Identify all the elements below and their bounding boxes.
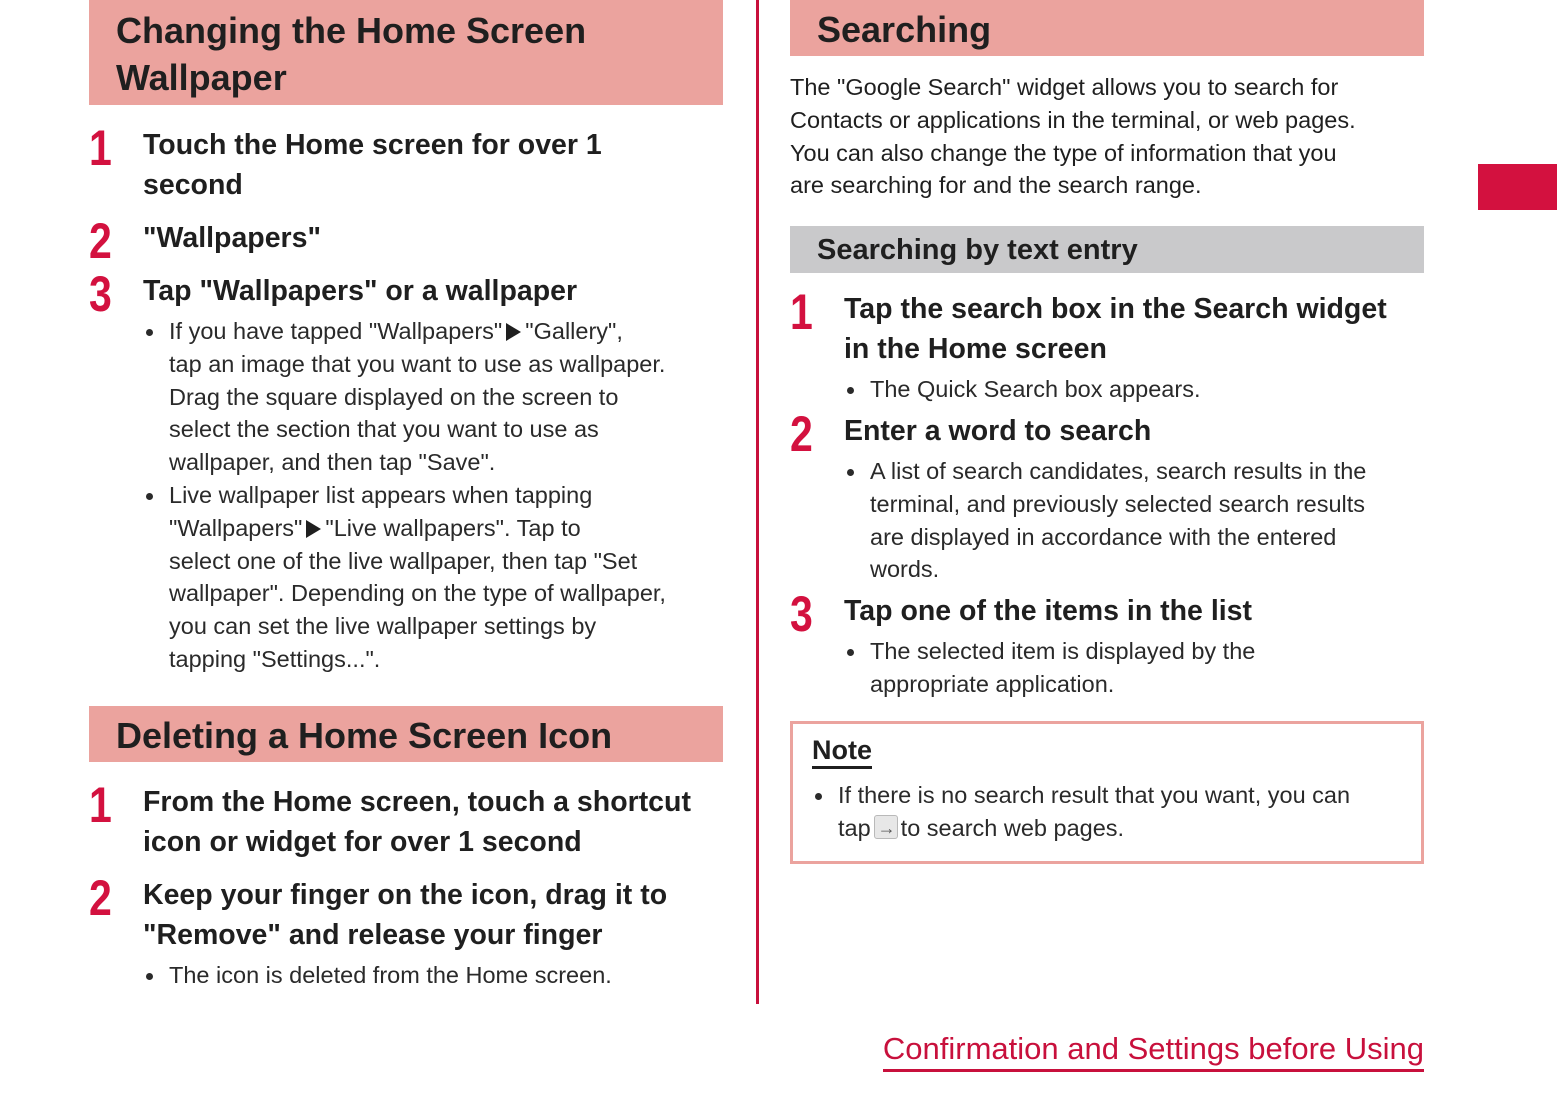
- column-divider: [756, 0, 759, 1004]
- step-number: 2: [89, 869, 112, 926]
- subsection-title: Searching by text entry: [790, 226, 1424, 273]
- step-title: Keep your finger on the icon, drag it to "Remove" and release your finger: [143, 878, 668, 951]
- step-title: Touch the Home screen for over 1 second: [143, 129, 602, 201]
- delete-step-1: [89, 776, 723, 862]
- list-item: The icon is deleted from the Home screen.: [143, 959, 723, 992]
- section-title-searching: Searching: [790, 0, 1424, 56]
- step-bullets: [844, 455, 1424, 586]
- search-go-icon: [874, 815, 898, 839]
- step-title: From the Home screen, touch a shortcut icon or widget for over 1 second: [143, 785, 691, 858]
- wallpaper-step-3: [89, 266, 723, 676]
- step-title: Tap one of the items in the list: [844, 595, 1253, 628]
- search-step-3: [790, 586, 1424, 701]
- step-bullets: [143, 959, 723, 992]
- chapter-tab: [1478, 164, 1557, 210]
- note-box: [790, 721, 1424, 864]
- step-title: Enter a word to search: [844, 414, 1152, 447]
- section-title-wallpaper: Changing the Home Screen Wallpaper: [89, 0, 723, 105]
- list-item: A list of search candidates, search results in the terminal, and previously selected search results are displayed in accordance with the entered words.: [844, 455, 1424, 586]
- arrow-right-icon: [306, 520, 321, 538]
- wallpaper-step-2: [89, 213, 723, 269]
- step-number: 2: [89, 213, 112, 269]
- step-title: Tap the search box in the Search widget in the Home screen: [844, 293, 1387, 366]
- step-bullets: [844, 635, 1424, 701]
- step-number: 1: [89, 120, 112, 176]
- step-number: 2: [790, 405, 813, 462]
- list-item: Live wallpaper list appears when tapping "Wallpapers" "Live wallpapers". Tap to select one of the live wallpaper, then tap "Set wallpaper". Depending on the type of wallpaper, you can set the live wallpaper settings by tapping "Settings...".: [143, 479, 723, 676]
- list-item: If there is no search result that you want, you can tap→ to search web pages.: [812, 779, 1399, 845]
- step-title: "Wallpapers": [143, 222, 322, 254]
- step-number: 1: [89, 776, 112, 833]
- section-title-delete-icon: Deleting a Home Screen Icon: [89, 706, 723, 762]
- chapter-footer-link[interactable]: Confirmation and Settings before Using: [883, 1031, 1424, 1072]
- step-bullets: [143, 315, 723, 676]
- intro-paragraph: The "Google Search" widget allows you to search for Contacts or applications in the terminal, or web pages. You can also change the type of information that you are searching for and the search range.: [790, 74, 1356, 199]
- step-number: 3: [790, 586, 813, 643]
- note-bullets: [812, 779, 1399, 845]
- right-column: [790, 0, 1424, 864]
- step-number: 1: [790, 284, 813, 341]
- left-column: [89, 0, 723, 992]
- step-bullets: [844, 373, 1424, 406]
- step-number: 3: [89, 266, 112, 322]
- search-step-2: [790, 405, 1424, 586]
- wallpaper-step-1: [89, 120, 723, 205]
- note-title: Note: [812, 734, 872, 769]
- list-item: If you have tapped "Wallpapers" "Gallery", tap an image that you want to use as wallpaper. Drag the square displayed on the screen to select the section that you want to use as wallpaper, and then tap "Save".: [143, 315, 723, 479]
- list-item: The Quick Search box appears.: [844, 373, 1424, 406]
- delete-step-2: [89, 869, 723, 992]
- search-step-1: [790, 284, 1424, 406]
- step-title: Tap "Wallpapers" or a wallpaper: [143, 275, 578, 307]
- arrow-right-icon: [506, 323, 521, 341]
- list-item: The selected item is displayed by the appropriate application.: [844, 635, 1424, 701]
